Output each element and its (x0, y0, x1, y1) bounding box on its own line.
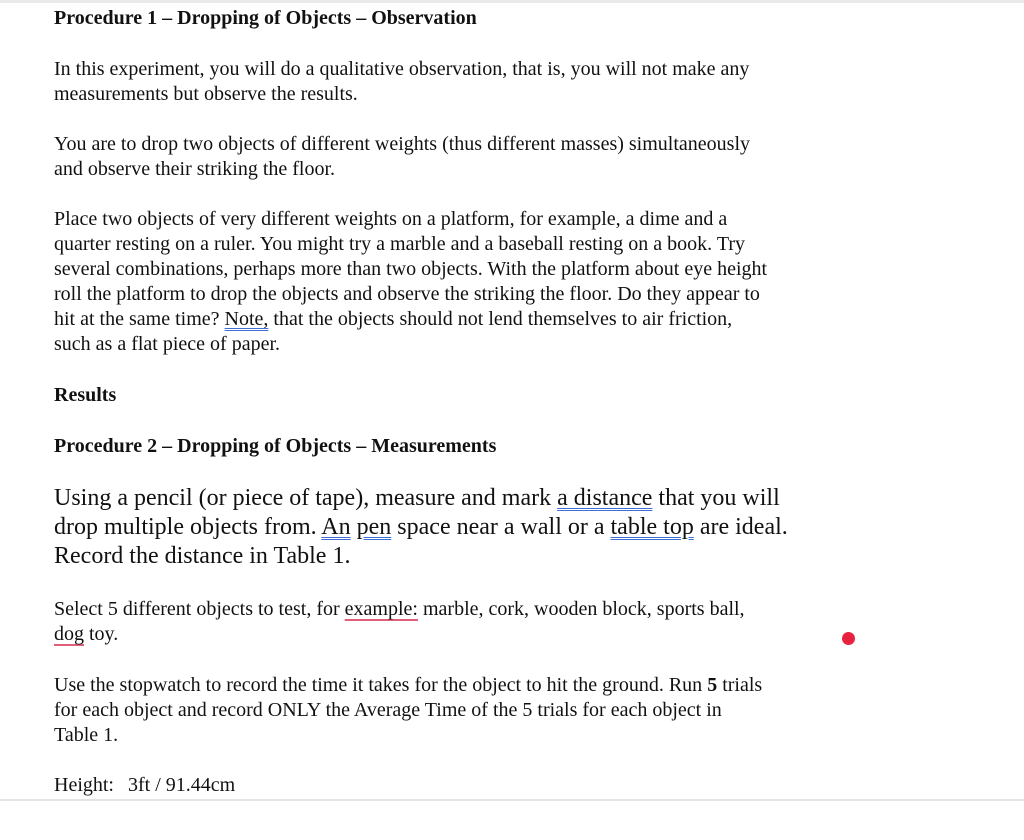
text-line: quarter resting on a ruler. You might try a marble and a baseball resting on a book. Try (54, 233, 745, 255)
top-border (0, 0, 1024, 3)
text-line: In this experiment, you will do a qualitative observation, that is, you will not make any (54, 58, 750, 80)
red-marker-dot (842, 632, 855, 645)
text-line: You are to drop two objects of different weights (thus different masses) simultaneously (54, 133, 750, 155)
results-heading: Results (54, 384, 117, 406)
grammar-flag-a-distance[interactable]: a distance (557, 485, 653, 511)
text-run: Select 5 different objects to test, for (54, 598, 345, 620)
text-run: marble, cork, wooden block, sports ball, (417, 598, 745, 620)
height-value: 3ft / 91.44cm (128, 774, 236, 796)
text-line (54, 622, 118, 647)
text-line: Table 1. (54, 724, 119, 746)
height-label: Height: (54, 774, 114, 796)
grammar-flag-table-top[interactable]: table top (610, 514, 694, 540)
text-line: for each object and record ONLY the Average Time of the 5 trials for each object in (54, 699, 722, 721)
spelling-flag-dog[interactable]: dog (54, 623, 84, 645)
text-line: Record the distance in Table 1. (54, 543, 351, 569)
text-line: roll the platform to drop the objects and observe the striking the floor. Do they appear to (54, 283, 760, 305)
procedure2-heading: Procedure 2 – Dropping of Objects – Measurements (54, 435, 497, 457)
text-line (54, 513, 788, 542)
text-run: that you will (652, 485, 780, 511)
text-run: trials (717, 674, 763, 696)
text-line: and observe their striking the floor. (54, 158, 336, 180)
text-run: hit at the same time? (54, 308, 225, 330)
bottom-border (0, 799, 1024, 801)
text-run: are ideal. (693, 514, 788, 540)
text-line: such as a flat piece of paper. (54, 333, 281, 355)
text-line (54, 484, 780, 513)
height-line (54, 773, 235, 798)
text-line (54, 597, 745, 622)
spelling-flag-example[interactable]: example: (344, 598, 418, 620)
text-run: that the objects should not lend themselves to air friction, (268, 308, 733, 330)
text-run: Using a pencil (or piece of tape), measure and mark (54, 485, 558, 511)
text-line (54, 307, 732, 332)
bold-trial-count: 5 (707, 674, 718, 696)
grammar-flag-note[interactable]: Note, (224, 308, 269, 330)
text-run: toy. (84, 623, 119, 645)
text-run: Use the stopwatch to record the time it takes for the object to hit the ground. Run (54, 674, 708, 696)
text-run: space near a wall or a (391, 514, 611, 540)
grammar-flag-an[interactable]: An (321, 514, 351, 540)
text-line: measurements but observe the results. (54, 83, 358, 105)
procedure1-heading: Procedure 1 – Dropping of Objects – Observation (54, 7, 477, 29)
text-line: several combinations, perhaps more than two objects. With the platform about eye height (54, 258, 768, 280)
text-line (54, 673, 762, 698)
text-line: Place two objects of very different weights on a platform, for example, a dime and a (54, 208, 728, 230)
text-run: drop multiple objects from. (54, 514, 322, 540)
grammar-flag-pen[interactable]: pen (356, 514, 392, 540)
